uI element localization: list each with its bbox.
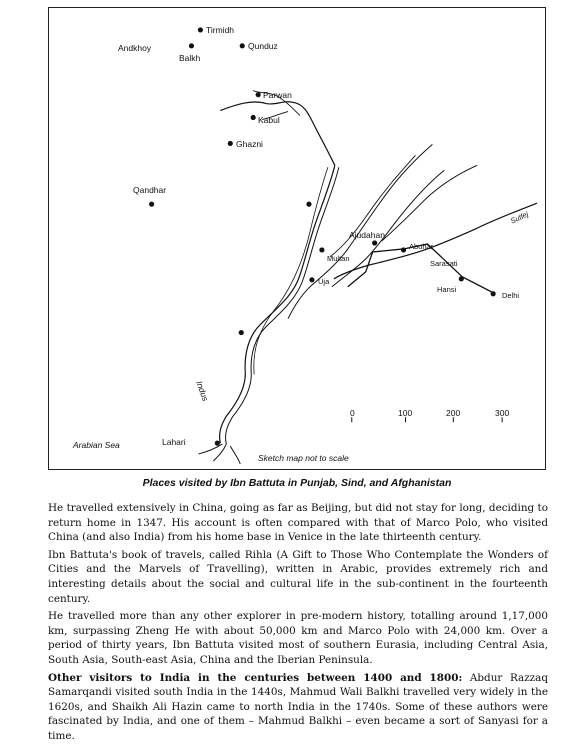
indus-delta-2 [230,446,240,464]
abuhar-marker [401,247,406,252]
place-balkh: Balkh [179,53,201,63]
punjab-river-3 [382,165,478,241]
other-visitors-body: Abdur Razzaq Samarqandi visited south India in the 1440s, Mahmud Wali Balkhi travelled very widely in the 1620s, and Shaikh Ali Hazin came to north India in the 1740s. Some of these authors were fascinated by India, and one of them – Mahmud Balkhi – even became a sort of Sanyasi for a time. [48,671,548,742]
scale-tick-100: 100 [398,408,413,418]
place-qandhar: Qandhar [133,185,167,195]
place-sarasati: Sarasati [430,259,458,268]
place-delhi: Delhi [502,291,520,300]
hansi-marker [459,276,464,281]
sea-label: Arabian Sea [73,440,120,450]
place-hansi: Hansi [437,285,457,294]
multan-marker [319,247,324,252]
body-text [48,501,548,747]
indus-river-right-bank [226,167,339,444]
parwan-marker [256,92,261,97]
place-ghazni: Ghazni [236,139,263,149]
place-ajudahan: Ajudahan [349,230,385,240]
map-figure [48,7,546,470]
paragraph-distance: He travelled more than any other explorer in pre-modern history, totalling around 1,17,000 km, surpassing Zheng He with about 50,000 km and Marco Polo with 24,000 km. Over a period of thirty years, Ibn Battuta visited most of southern Eurasia, including Central Asia, South Asia, South-east Asia, China and the Iberian Peninsula. [48,610,548,666]
paragraph-rihla: Ibn Battuta's book of travels, called Rihla (A Gift to Those Who Contemplate the Wonders of Cities and the Marvels of Travelling), written in Arabic, provides extremely rich and interesting details about the social and cultural life in the sub-continent in the fourteenth century. [48,548,548,605]
tirmidh-marker [198,27,203,32]
kabul-marker [251,115,256,120]
sketch-map [49,8,545,469]
ajudahan-marker [372,240,377,245]
qandhar-marker [149,202,154,207]
map-scale-note: Sketch map not to scale [258,453,349,463]
qunduz-marker [240,43,245,48]
river-label-indus: Indus [194,379,211,403]
scale-tick-300: 300 [495,408,510,418]
place-uja: Uja [318,277,330,286]
place-kabul: Kabul [258,115,280,125]
balkh-marker [189,43,194,48]
delhi-marker [491,291,496,296]
indus-upper-marker [306,202,311,207]
place-abuhar: Abuhar [409,242,434,251]
place-multan: Multan [327,254,350,263]
scale-tick-200: 200 [446,408,461,418]
paragraph-other-visitors [48,671,548,744]
indus-mid-marker [239,330,244,335]
place-qunduz: Qunduz [248,41,278,51]
ghazni-marker [228,141,233,146]
figure-caption: Places visited by Ibn Battuta in Punjab, Sind, and Afghanistan [142,477,452,489]
place-parwan: Parwan [263,90,292,100]
indus-river-channel [254,167,328,374]
indus-delta-3 [198,444,222,454]
river-label-sutlej: Sutlej [508,209,530,226]
lahari-marker [215,441,220,446]
place-tirmidh: Tirmidh [206,25,235,35]
other-visitors-heading: Other visitors to India in the centuries between 1400 and 1800: [48,671,463,684]
kabul-river [220,102,335,166]
scale-tick-0: 0 [350,408,355,418]
place-lahari: Lahari [162,437,186,447]
indus-river-left-bank [220,165,335,443]
paragraph-china: He travelled extensively in China, going as far as Beijing, but did not stay for long, deciding to return home in 1347. His account is often compared with that of Marco Polo, who visited China (and also India) from his home base in Venice in the late thirteenth century. [48,502,548,544]
place-andkhoy: Andkhoy [118,43,152,53]
uja-marker [309,277,314,282]
scale-bar [352,417,502,422]
indus-delta [213,444,226,461]
